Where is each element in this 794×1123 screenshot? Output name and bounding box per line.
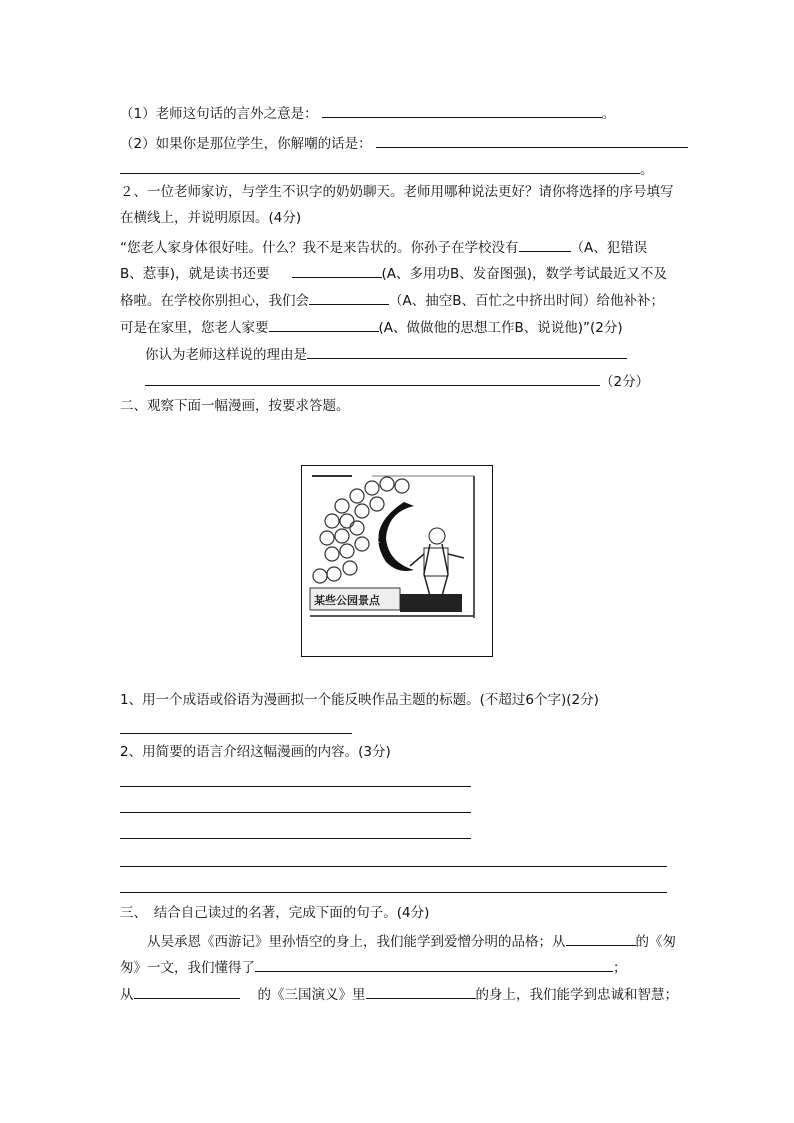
- text: B、惹事)，就是读书还要: [120, 266, 270, 282]
- answer-line[interactable]: [120, 892, 667, 893]
- answer-blank[interactable]: [269, 317, 379, 332]
- text: 的《匆: [635, 934, 676, 950]
- answer-blank[interactable]: [566, 931, 636, 946]
- answer-blank[interactable]: [519, 237, 571, 252]
- answer-line[interactable]: [120, 786, 471, 787]
- period: 。: [640, 162, 654, 178]
- q2-reason: [145, 344, 627, 364]
- answer-blank[interactable]: [309, 290, 389, 305]
- q2-quote-4: [120, 317, 623, 337]
- section3-line3: [120, 984, 678, 1004]
- section2-heading: 二、观察下面一幅漫画，按要求答题。: [120, 398, 350, 414]
- section2-item1: 1、用一个成语或俗语为漫画拟一个能反映作品主题的标题。(不超过6个字)(2分): [120, 692, 599, 708]
- answer-blank[interactable]: [376, 133, 688, 148]
- text: 格啦。在学校你别担心，我们会: [120, 293, 309, 309]
- text: 匆》一文，我们懂得了: [120, 960, 255, 976]
- cartoon-image: [301, 465, 493, 657]
- section3-line2: [120, 957, 627, 977]
- section2-item2: 2、用简要的语言介绍这幅漫画的内容。(3分): [120, 744, 391, 760]
- section3-line1: [147, 931, 676, 951]
- answer-line[interactable]: [120, 812, 471, 813]
- text: (A、多用功B、发奋图强)，数学考试最近又不及: [381, 266, 668, 282]
- q1-sub1: [120, 103, 615, 123]
- answer-blank[interactable]: [134, 984, 240, 999]
- text: (A、做做他的思想工作B、说说他)”(2分): [378, 320, 623, 336]
- q2-quote-1: [120, 237, 647, 257]
- text: “您老人家身体很好哇。什么？我不是来告状的。你孙子在学校没有: [120, 240, 519, 256]
- answer-line[interactable]: [120, 838, 471, 839]
- text: 你认为老师这样说的理由是: [145, 347, 307, 363]
- answer-line[interactable]: [120, 866, 667, 867]
- q1-sub1-label: （1）老师这句话的言外之意是：: [120, 106, 318, 122]
- answer-line[interactable]: [120, 733, 352, 734]
- q2-prompt-1: ２、一位老师家访，与学生不识字的奶奶聊天。老师用哪种说法更好？请你将选择的序号填写: [120, 184, 674, 200]
- cartoon-drawing: [302, 466, 492, 656]
- answer-blank[interactable]: [366, 984, 476, 999]
- text: （A、抽空B、百忙之中挤出时间）给他补补；: [389, 293, 664, 309]
- text: 的《三国演义》里: [257, 987, 366, 1003]
- q1-sub2-label: （2）如果你是那位学生，你解嘲的话是：: [120, 136, 372, 152]
- score: （2分）: [600, 374, 650, 390]
- text: （A、犯错误: [570, 240, 648, 256]
- text: ；: [613, 960, 627, 976]
- q2-quote-3: [120, 290, 664, 310]
- answer-blank[interactable]: [145, 371, 600, 386]
- answer-blank[interactable]: [307, 344, 627, 359]
- text: 从: [120, 987, 134, 1003]
- answer-blank[interactable]: [255, 957, 613, 972]
- q1-sub2-cont: [120, 159, 654, 179]
- q2-reason-cont: [145, 371, 649, 391]
- cartoon-mouth-text: 票价: [369, 530, 379, 548]
- q2-prompt-2: 在横线上，并说明原因。(4分): [120, 210, 302, 226]
- answer-blank[interactable]: [292, 263, 382, 278]
- text: 的身上，我们能学到忠诚和智慧；: [475, 987, 678, 1003]
- section3-heading: 三、 结合自己读过的名著，完成下面的句子。(4分): [120, 905, 430, 921]
- q1-sub2: [120, 133, 688, 153]
- text: 可是在家里，您老人家要: [120, 320, 269, 336]
- answer-blank[interactable]: [120, 159, 640, 174]
- answer-blank[interactable]: [322, 103, 602, 118]
- q2-quote-2: [120, 263, 667, 283]
- cartoon-sign-text: 某些公园景点: [314, 594, 380, 607]
- period: 。: [601, 106, 616, 122]
- text: 从吴承恩《西游记》里孙悟空的身上，我们能学到爱憎分明的品格；从: [147, 934, 566, 950]
